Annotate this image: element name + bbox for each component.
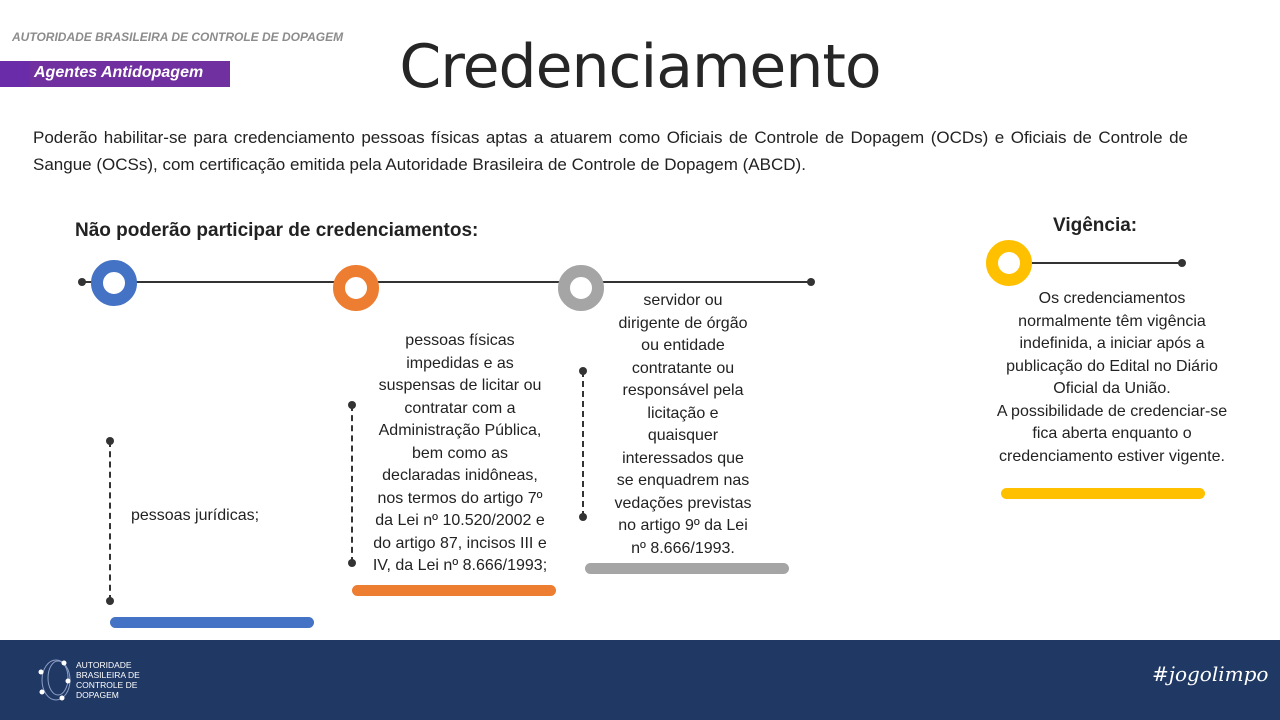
restriction-item-3: servidor ou dirigente de órgão ou entidade contratante ou responsável pela licitação e quaisquer interessados que se enquadrem nas vedações previstas no artigo 9º da Lei nº 8.666/1993. — [614, 292, 752, 557]
item-2-bar — [352, 585, 556, 596]
validity-line — [1010, 262, 1182, 264]
validity-end-dot — [1178, 259, 1186, 267]
connector-line — [582, 371, 584, 517]
connector-dot — [579, 513, 587, 521]
restrictions-heading: Não poderão participar de credenciamentos: — [75, 220, 479, 241]
page-title: Credenciamento — [399, 32, 881, 102]
timeline-marker-2 — [333, 265, 379, 311]
hashtag: #jogolimpo — [1152, 662, 1269, 686]
intro-text: Poderão habilitar-se para credenciamento pessoas físicas aptas a atuarem como Oficiais de Controle de Dopagem (OCDs) e Oficiais de Controle de Sangue (OCSs), com certificação emitida pela Autoridade Brasileira de Controle de Dopagem (ABCD). — [33, 128, 1188, 174]
item-3-bar — [585, 563, 789, 574]
timeline-marker-1 — [91, 260, 137, 306]
restriction-item-1: pessoas jurídicas; — [130, 507, 260, 524]
validity-bar — [1001, 488, 1205, 499]
connector-dot — [106, 597, 114, 605]
validity-text: Os credenciamentos normalmente têm vigência indefinida, a iniciar após a publicação do Edital no Diário Oficial da União. A possibilidade de credenciar-se fica aberta enquanto o credenciamento estiver vigente. — [996, 290, 1228, 465]
item-1-bar — [110, 617, 314, 628]
abcd-logo-icon — [36, 654, 76, 704]
timeline-end-dot — [807, 278, 815, 286]
timeline-start-dot — [78, 278, 86, 286]
validity-heading: Vigência: — [1053, 215, 1138, 236]
section-tag-label: Agentes Antidopagem — [34, 64, 204, 81]
connector-line — [351, 405, 353, 563]
footer-logo-text: AUTORIDADE BRASILEIRA DE CONTROLE DE DOPAGEM — [76, 660, 140, 700]
org-name: AUTORIDADE BRASILEIRA DE CONTROLE DE DOPAGEM — [12, 30, 344, 44]
validity-marker — [986, 240, 1032, 286]
restriction-item-2: pessoas físicas impedidas e as suspensas de licitar ou contratar com a Administração Pública, bem como as declaradas inidôneas, nos termos do artigo 7º da Lei nº 10.520/2002 e do artigo 87, incisos III e IV, da Lei nº 8.666/1993; — [372, 332, 548, 574]
footer — [0, 640, 1280, 720]
connector-line — [109, 441, 111, 601]
timeline-line — [82, 281, 812, 283]
